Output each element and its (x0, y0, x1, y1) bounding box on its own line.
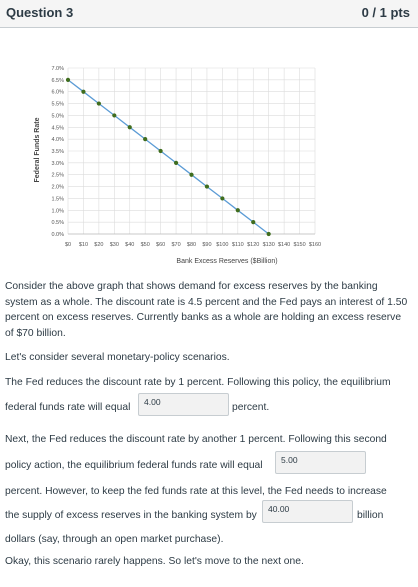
data-point (174, 161, 178, 165)
data-point (189, 173, 193, 177)
data-point (128, 125, 132, 129)
x-tick-label: $100 (216, 242, 229, 248)
q1-text-after: percent. (232, 402, 270, 413)
x-tick-label: $90 (202, 242, 212, 248)
x-tick-label: $30 (109, 242, 119, 248)
x-tick-labels (65, 242, 321, 248)
y-tick-label: 5.5% (51, 101, 64, 108)
y-tick-label: 6.5% (51, 77, 64, 84)
y-tick-label: 2.0% (51, 184, 64, 191)
y-axis-label: Federal Funds Rate (34, 117, 41, 183)
y-tick-label: 5.0% (51, 113, 64, 120)
q2-text-1: Next, the Fed reduces the discount rate by another 1 percent. Following this second (5, 434, 387, 445)
y-tick-label: 3.0% (51, 160, 64, 167)
q2-text-4: the supply of excess reserves in the banking system by (5, 510, 257, 521)
q2-reserves-answer-field[interactable]: 40.00 (262, 500, 353, 523)
q2-answer-field[interactable]: 5.00 (275, 451, 366, 474)
data-point (66, 78, 70, 82)
q2-text-2: policy action, the equilibrium federal funds rate will equal (5, 460, 263, 471)
y-tick-label: 0.5% (51, 220, 64, 227)
y-tick-label: 1.0% (51, 208, 64, 215)
question-title: Question 3 (6, 5, 74, 20)
question-header (0, 0, 418, 28)
q1-answer-field[interactable]: 4.00 (138, 393, 229, 416)
y-tick-label: 4.5% (51, 125, 64, 132)
x-tick-label: $110 (231, 242, 244, 248)
y-tick-label: 6.0% (51, 89, 64, 96)
x-tick-label: $80 (186, 242, 197, 248)
q2-text-3: percent. However, to keep the fed funds rate at this level, the Fed needs to increase (5, 486, 387, 497)
x-tick-label: $0 (64, 242, 72, 248)
x-tick-label: $150 (293, 242, 306, 248)
x-tick-label: $130 (262, 242, 275, 248)
x-tick-label: $160 (308, 242, 322, 248)
chart-grid (68, 68, 315, 234)
x-tick-label: $10 (78, 242, 89, 248)
intro-text: Consider the above graph that shows demand for excess reserves by the banking system as a whole. The discount rate is 4.5 percent and the Fed pays an interest of 1.50 percent on excess reserves. Currently banks as a whole are holding an excess reserve of $70 billion. (5, 281, 408, 339)
q1-text-2: federal funds rate will equal (5, 402, 131, 413)
x-tick-label: $20 (94, 242, 104, 248)
x-tick-label: $70 (171, 242, 181, 248)
q2-text-5: dollars (say, through an open market purchase). (5, 534, 224, 545)
x-axis-label: Bank Excess Reserves ($Billion) (176, 258, 278, 265)
q2-text-after: billion (357, 510, 384, 521)
data-point (205, 184, 209, 188)
data-point (143, 137, 147, 141)
data-point (159, 149, 163, 153)
data-point (267, 232, 271, 236)
data-point (112, 113, 116, 117)
data-point (220, 196, 224, 200)
y-tick-label: 0.0% (51, 232, 64, 238)
y-tick-label: 7.0% (51, 66, 64, 72)
x-tick-label: $120 (247, 242, 260, 248)
q1-text-1: The Fed reduces the discount rate by 1 percent. Following this policy, the equilibrium (5, 377, 391, 388)
y-tick-label: 2.5% (51, 172, 64, 179)
x-tick-label: $60 (156, 242, 166, 248)
data-point (97, 101, 101, 105)
scenarios-text: Let's consider several monetary-policy scenarios. (5, 352, 230, 363)
data-point (236, 208, 240, 212)
closing-text: Okay, this scenario rarely happens. So let's move to the next one. (5, 556, 304, 567)
x-tick-label: $50 (140, 242, 150, 248)
data-point (81, 90, 85, 94)
excess-reserves-chart (0, 28, 418, 270)
y-tick-labels (51, 66, 64, 238)
x-tick-label: $140 (278, 242, 291, 248)
y-tick-label: 4.0% (51, 137, 64, 144)
question-points: 0 / 1 pts (361, 5, 410, 20)
data-point (251, 220, 255, 224)
y-tick-label: 3.5% (51, 149, 64, 155)
x-tick-label: $40 (125, 242, 135, 248)
y-tick-label: 1.5% (51, 196, 64, 203)
